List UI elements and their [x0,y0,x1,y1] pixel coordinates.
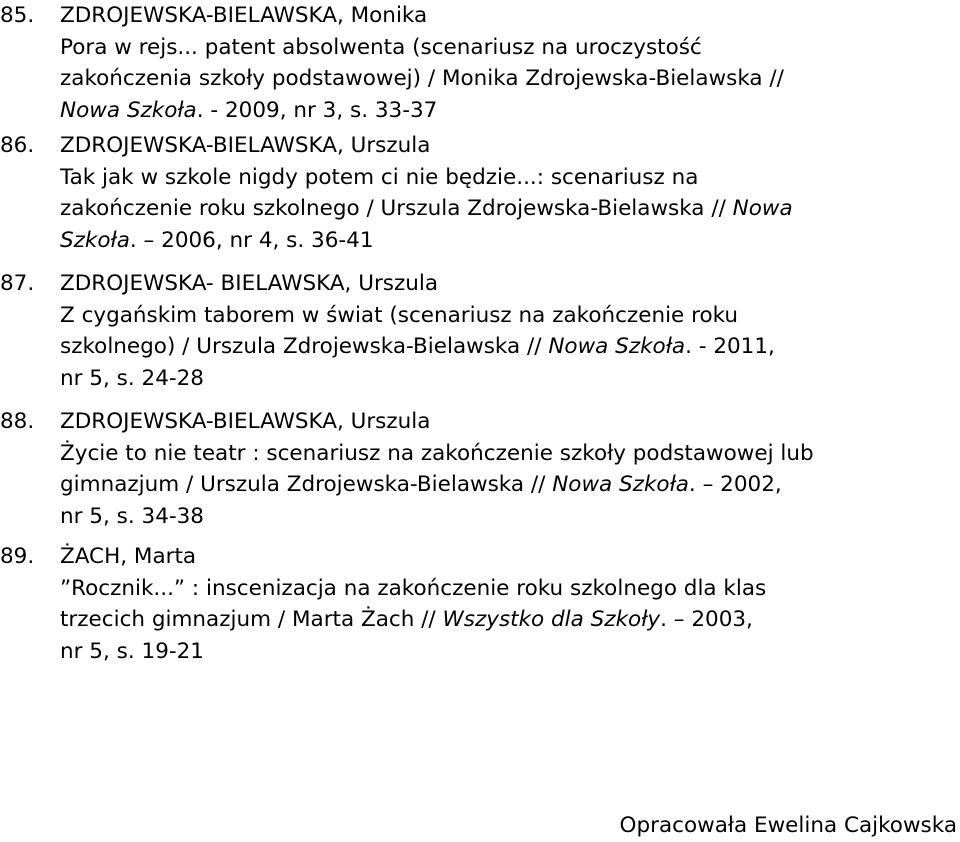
entry-line [0,636,955,668]
journal-title: Nowa [732,196,793,221]
entry-line [0,63,955,95]
entry-line [0,95,955,127]
entry-text: Tak jak w szkole nigdy potem ci nie będzie...: scenariusz na [60,164,699,190]
entry-line [0,193,955,225]
entry-text: nr 5, s. 19-21 [60,638,204,664]
entry-text: ”Rocznik...” : inscenizacja na zakończenie roku szkolnego dla klas [60,575,767,601]
entry-line [0,604,955,636]
entry-text: Z cygańskim taborem w świat (scenariusz na zakończenie roku [60,302,739,328]
entry-text: . - 2011, [685,334,775,359]
journal-title: Nowa Szkoła [552,472,689,497]
entry-text: nr 5, s. 24-28 [60,365,204,391]
bibliography-entry-85 [0,0,955,126]
entry-text: gimnazjum / Urszula Zdrojewska-Bielawska // [60,472,553,497]
entry-text: Pora w rejs... patent absolwenta (scenariusz na uroczystość [60,34,702,60]
entry-heading [0,268,955,300]
journal-title: Nowa Szkoła [548,334,686,359]
bibliography-entry-86 [0,130,955,256]
entry-text: nr 5, s. 34-38 [60,503,204,529]
bibliography-entry-88 [0,406,955,532]
entry-text: . - 2009, nr 3, s. 33-37 [196,97,438,123]
entry-line [0,225,955,257]
journal-title: Szkoła [60,227,130,253]
entry-heading [0,541,955,573]
entry-number: 87. [0,271,35,296]
entry-line [0,501,955,533]
entry-line [0,438,955,470]
bibliography-entry-87 [0,268,955,394]
entry-number: 89. [0,544,35,569]
entry-text: szkolnego) / Urszula Zdrojewska-Bielawska // [60,334,549,359]
journal-title: Wszystko dla Szkoły [442,607,661,632]
entry-text: zakończenia szkoły podstawowej) / Monika Zdrojewska-Bielawska // [60,66,784,91]
entry-text: . – 2006, nr 4, s. 36-41 [129,227,374,253]
entry-line [0,469,955,501]
entry-text: . – 2003, [660,607,753,632]
journal-title: Nowa Szkoła [60,97,197,123]
entry-author: ZDROJEWSKA- BIELAWSKA, Urszula [60,271,439,296]
entry-author: ZDROJEWSKA-BIELAWSKA, Urszula [60,409,431,434]
entry-line [0,300,955,332]
entry-heading [0,0,955,32]
entry-text: Życie to nie teatr : scenariusz na zakończenie szkoły podstawowej lub [60,440,814,466]
entry-author: ZDROJEWSKA-BIELAWSKA, Monika [60,3,428,28]
bibliography-entry-89 [0,541,955,667]
compiler-credit: Opracowała Ewelina Cajkowska [619,813,957,838]
entry-number: 85. [0,3,35,28]
entry-heading [0,130,955,162]
entry-heading [0,406,955,438]
entry-line [0,32,955,64]
entry-author: ZDROJEWSKA-BIELAWSKA, Urszula [60,133,431,158]
entry-line [0,363,955,395]
entry-line [0,573,955,605]
entry-number: 88. [0,409,35,434]
entry-text: trzecich gimnazjum / Marta Żach // [60,607,443,632]
entry-text: zakończenie roku szkolnego / Urszula Zdrojewska-Bielawska // [60,196,733,221]
entry-text: . – 2002, [688,472,782,497]
entry-number: 86. [0,133,35,158]
entry-line [0,331,955,363]
entry-line [0,162,955,194]
entry-author: ŻACH, Marta [60,544,197,569]
